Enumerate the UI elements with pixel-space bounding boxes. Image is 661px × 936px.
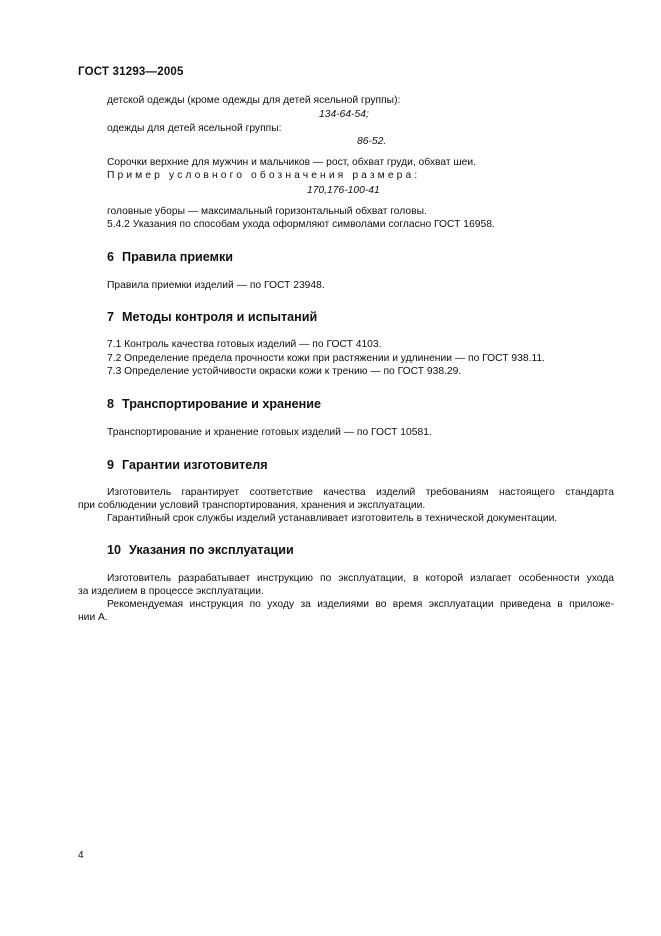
size-line-shirts: Сорочки верхние для мужчин и мальчиков — рост, обхват груди, обхват шеи. [107,157,477,168]
page-header: ГОСТ 31293—2005 [78,66,184,78]
paragraph-line: нии А. [78,612,108,623]
clause-7-1: 7.1 Контроль качества готовых изделий — по ГОСТ 4103. [107,339,382,350]
section-title: Методы контроля и испытаний [122,310,318,324]
page-number: 4 [78,850,84,861]
section-number: 10 [107,543,122,557]
section-6-text: Правила приемки изделий — по ГОСТ 23948. [107,280,325,291]
paragraph-line: Изготовитель разрабатывает инструкцию по эксплуатации, в которой излагает особенности ухода [107,573,614,584]
section-title: Правила приемки [122,250,233,264]
clause-5-4-2: 5.4.2 Указания по способам ухода оформляют символами согласно ГОСТ 16958. [107,219,495,230]
section-number: 8 [107,397,115,411]
section-number: 6 [107,250,115,264]
example-label: Пример условного обозначения размера: [107,170,421,181]
section-8-heading [107,397,321,412]
paragraph-line: за изделием в процессе эксплуатации. [78,586,264,597]
section-number: 7 [107,310,115,324]
warranty-term: Гарантийный срок службы изделий устанавливает изготовитель в технической документации. [107,513,558,524]
section-6-heading [107,250,233,265]
size-line-nursery: одежды для детей ясельной группы: [107,123,282,134]
section-10-heading [107,543,294,558]
section-9-heading [107,458,268,473]
section-7-heading [107,310,317,325]
size-value-nursery: 86-52. [357,136,387,147]
care-instruction-paragraph [78,598,614,624]
size-value-children: 134-64-54; [319,109,369,120]
paragraph-line: при соблюдении условий транспортирования, хранения и эксплуатации. [78,500,426,511]
example-value: 170,176-100-41 [307,185,380,196]
section-8-text: Транспортирование и хранение готовых изделий — по ГОСТ 10581. [107,427,432,438]
clause-7-3: 7.3 Определение устойчивости окраски кожи к трению — по ГОСТ 938.29. [107,366,462,377]
section-title: Гарантии изготовителя [122,458,268,472]
operation-paragraph [78,572,614,598]
paragraph-line: Изготовитель гарантирует соответствие качества изделий требованиям настоящего стандарта [107,487,614,498]
size-line-children: детской одежды (кроме одежды для детей ясельной группы): [107,95,401,106]
size-line-hats: головные уборы — максимальный горизонтальный обхват головы. [107,206,427,217]
clause-7-2: 7.2 Определение предела прочности кожи при растяжении и удлинении — по ГОСТ 938.11. [107,353,546,364]
section-title: Указания по эксплуатации [129,543,294,557]
section-title: Транспортирование и хранение [122,397,321,411]
paragraph-line: Рекомендуемая инструкция по уходу за изделиями во время эксплуатации приведена в приложе- [107,599,614,610]
warranty-paragraph [78,486,614,512]
section-number: 9 [107,458,115,472]
